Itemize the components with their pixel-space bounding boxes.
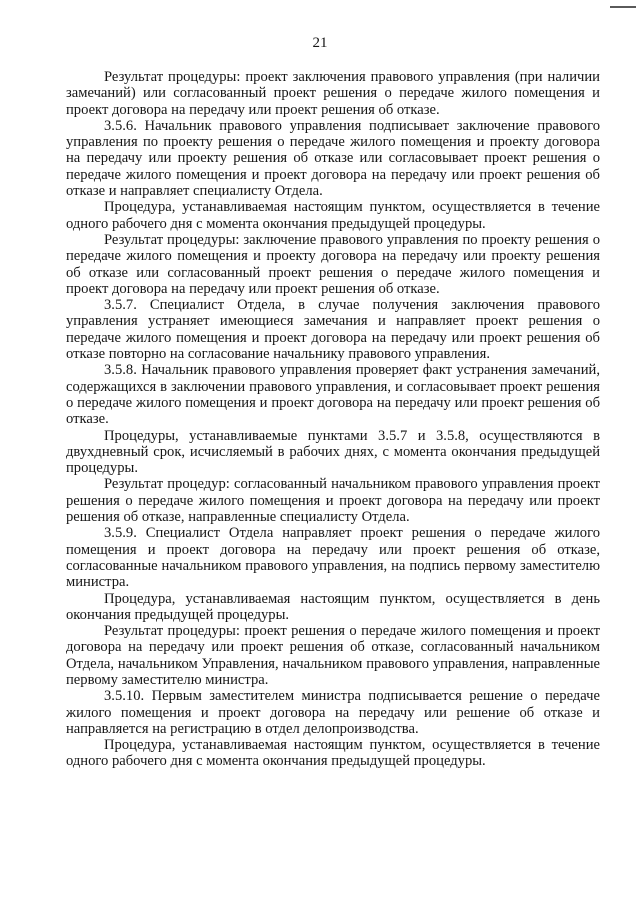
paragraph-result-3-5-6: Результат процедуры: заключение правового управления по проекту решения о передаче жилого помещения и проекту договора на передачу или проекту решения об отказе или согласованный проект решения о передаче жилого помещения и проект договора на передачу или проект решения об отказе. (66, 231, 600, 297)
paragraph-result-3-5-9: Результат процедуры: проект решения о передаче жилого помещения и проект договора на передачу или проект решения об отказе, согласованный начальником Отдела, начальником Управления, начальником правового управления, направленные первому заместителю министра. (66, 623, 600, 688)
document-body (66, 69, 600, 770)
paragraph-procedure-3-5-6: Процедура, устанавливаемая настоящим пунктом, осуществляется в течение одного рабочего дня с момента окончания предыдущей процедуры. (66, 199, 600, 232)
paragraph-3-5-7: 3.5.7. Специалист Отдела, в случае получения заключения правового управления устраняет имеющиеся замечания и направляет проект решения о передаче жилого помещения и проект договора на передачу или проект решения об отказе повторно на согласование начальнику правового управления. (66, 297, 600, 363)
paragraph-result-3-5-5: Результат процедуры: проект заключения правового управления (при наличии замечаний) или согласованный проект решения о передаче жилого помещения и проект договора на передачу или проект решения об отказе. (66, 69, 600, 118)
paragraph-procedure-3-5-10: Процедура, устанавливаемая настоящим пунктом, осуществляется в течение одного рабочего дня с момента окончания предыдущей процедуры. (66, 737, 600, 770)
paragraph-procedure-3-5-7-8: Процедуры, устанавливаемые пунктами 3.5.7 и 3.5.8, осуществляются в двухдневный срок, исчисляемый в рабочих днях, с момента окончания предыдущей процедуры. (66, 427, 600, 477)
paragraph-procedure-3-5-9: Процедура, устанавливаемая настоящим пунктом, осуществляется в день окончания предыдущей процедуры. (66, 590, 600, 623)
scan-corner-mark (610, 6, 636, 8)
paragraph-result-3-5-8: Результат процедур: согласованный начальником правового управления проект решения о передаче жилого помещения и проект договора на передачу или проект решения об отказе, направленные специалисту Отдела. (66, 476, 600, 526)
paragraph-3-5-6: 3.5.6. Начальник правового управления подписывает заключение правового управления по проекту решения о передаче жилого помещения и проекту договора на передачу или проекту решения об отказе или согласовывает проект решения о передаче жилого помещения и проект договора на передачу или проект решения об отказе и направляет специалисту Отдела. (66, 117, 600, 200)
paragraph-3-5-9: 3.5.9. Специалист Отдела направляет проект решения о передаче жилого помещения и проект договора на передачу или проект решения об отказе, согласованные начальником правового управления, на подпись первому заместителю министра. (66, 525, 600, 591)
paragraph-3-5-10: 3.5.10. Первым заместителем министра подписывается решение о передаче жилого помещения и проект договора на передачу или решение об отказе и направляется на регистрацию в отдел делопроизводства. (66, 688, 600, 737)
paragraph-3-5-8: 3.5.8. Начальник правового управления проверяет факт устранения замечаний, содержащихся в заключении правового управления, и согласовывает проект решения о передаче жилого помещения и проект договора на передачу или проект решения об отказе. (66, 362, 600, 428)
page-number: 21 (312, 35, 328, 51)
